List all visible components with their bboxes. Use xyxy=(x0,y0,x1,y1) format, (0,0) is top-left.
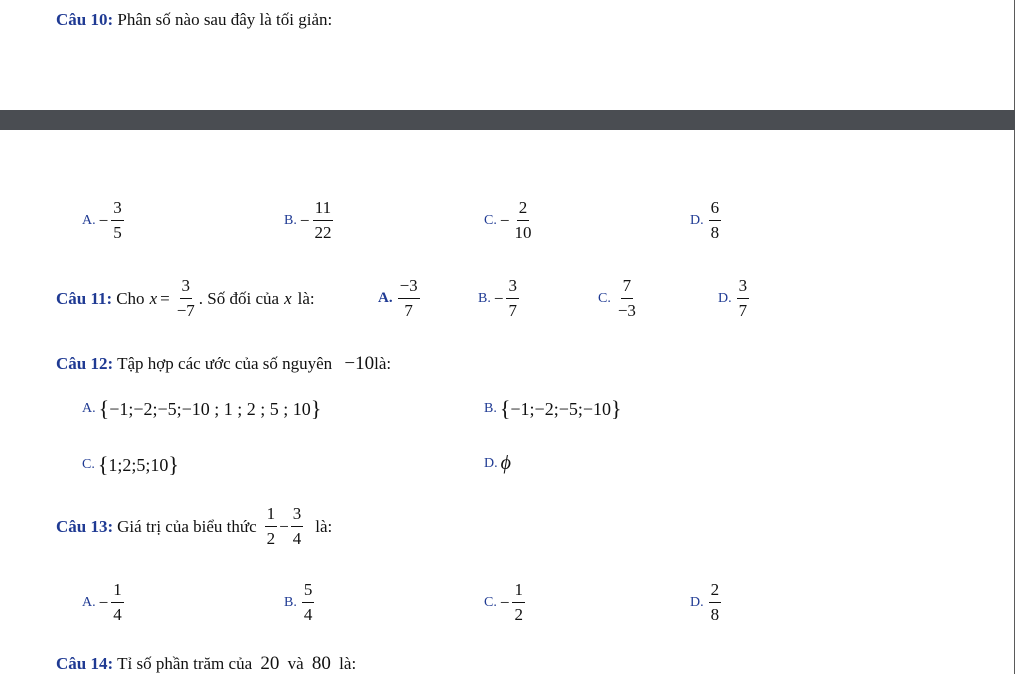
q12-option-b xyxy=(484,396,622,422)
numerator: 3 xyxy=(506,276,519,299)
numerator: 1 xyxy=(512,580,525,603)
q11-option-b xyxy=(478,276,521,321)
numerator: −3 xyxy=(398,276,420,299)
question-13-text: Giá trị của biểu thức xyxy=(117,516,257,536)
page-separator xyxy=(0,110,1024,130)
q12-option-d xyxy=(484,452,511,475)
option-letter: A. xyxy=(82,594,96,610)
numerator: 7 xyxy=(621,276,634,299)
question-12-text-end: là: xyxy=(374,354,392,373)
question-14-label: Câu 14: xyxy=(56,654,114,673)
numerator: 2 xyxy=(517,198,530,221)
numerator: 3 xyxy=(111,198,124,221)
fraction xyxy=(616,276,638,321)
q13-option-d xyxy=(690,580,723,625)
question-12-label: Câu 12: xyxy=(56,354,114,373)
variable-x: x xyxy=(284,288,292,308)
denominator: 7 xyxy=(738,301,748,320)
question-11-text-mid: . Số đối của xyxy=(198,288,280,308)
option-letter: D. xyxy=(718,290,732,306)
q12-option-c xyxy=(82,452,179,478)
set-close-brace: } xyxy=(168,452,179,477)
question-12-number: −10 xyxy=(344,353,375,374)
option-sign: − xyxy=(499,592,510,612)
question-10-text: Phân số nào sau đây là tối giản: xyxy=(117,10,333,29)
question-14-text: Tỉ số phần trăm của xyxy=(117,654,253,673)
option-letter: D. xyxy=(690,594,704,610)
option-letter: C. xyxy=(484,212,497,228)
fraction-2 xyxy=(291,504,304,549)
option-sign: − xyxy=(98,592,109,612)
denominator: 10 xyxy=(514,223,532,242)
equals-sign: = xyxy=(160,288,170,308)
fraction xyxy=(737,276,750,321)
question-11 xyxy=(56,276,315,321)
fraction xyxy=(512,198,533,243)
denominator: 2 xyxy=(514,605,523,624)
set-open-brace: { xyxy=(97,452,109,477)
q11-option-c xyxy=(598,276,640,321)
q10-option-a xyxy=(82,198,126,243)
number-1: 20 xyxy=(260,653,280,674)
fraction xyxy=(709,198,722,243)
conjunction: và xyxy=(287,654,304,673)
denominator: 4 xyxy=(292,529,302,548)
numerator: 2 xyxy=(709,580,722,603)
fraction xyxy=(512,580,525,625)
set-value xyxy=(99,396,322,422)
empty-set-symbol: ϕ xyxy=(500,452,511,474)
numerator: 11 xyxy=(313,198,333,221)
set-value xyxy=(98,452,179,478)
option-letter: B. xyxy=(284,594,297,610)
set-close-brace: } xyxy=(310,396,322,421)
option-sign: − xyxy=(299,210,310,230)
set-open-brace: { xyxy=(98,396,110,421)
denominator: −3 xyxy=(617,301,636,320)
fraction xyxy=(111,198,124,243)
fraction xyxy=(312,198,333,243)
denominator: 7 xyxy=(404,301,413,320)
denominator: 2 xyxy=(266,529,276,548)
option-letter: A. xyxy=(82,212,96,228)
question-10 xyxy=(56,10,332,30)
variable-x: x xyxy=(149,288,158,308)
option-letter: C. xyxy=(82,457,95,472)
q13-option-b xyxy=(284,580,316,625)
number-2: 80 xyxy=(311,653,331,674)
denominator: 8 xyxy=(710,605,720,624)
question-14 xyxy=(56,654,356,674)
fraction xyxy=(111,580,124,625)
option-letter: A. xyxy=(82,401,96,416)
denominator: 7 xyxy=(508,301,517,320)
option-sign: − xyxy=(493,288,504,308)
minus-operator: − xyxy=(279,516,289,536)
denominator: 5 xyxy=(113,223,122,242)
fraction-1 xyxy=(265,504,278,549)
document-page-2 xyxy=(0,130,1015,674)
option-letter: B. xyxy=(284,212,297,228)
question-11-text: Cho xyxy=(116,288,145,308)
option-sign: − xyxy=(499,210,510,230)
denominator: 4 xyxy=(113,605,122,624)
option-letter: D. xyxy=(690,212,704,228)
question-13-label: Câu 13: xyxy=(56,516,114,536)
set-close-brace: } xyxy=(611,396,622,421)
denominator: 8 xyxy=(710,223,720,242)
option-letter: B. xyxy=(484,401,497,416)
q11-option-a xyxy=(378,276,422,321)
option-letter: C. xyxy=(598,290,611,306)
numerator: 1 xyxy=(111,580,124,603)
fraction xyxy=(398,276,420,321)
question-11-label: Câu 11: xyxy=(56,288,113,308)
question-14-text-end: là: xyxy=(339,654,357,673)
numerator: 6 xyxy=(709,198,722,221)
option-letter: A. xyxy=(378,290,393,306)
set-elements: −1;−2;−5;−10 xyxy=(510,399,612,419)
question-13 xyxy=(56,504,332,549)
q10-option-d xyxy=(690,198,723,243)
q11-option-d xyxy=(718,276,751,321)
denominator: −7 xyxy=(176,301,195,320)
question-12 xyxy=(56,354,391,374)
denominator: 22 xyxy=(314,223,332,242)
set-elements: 1;2;5;10 xyxy=(108,455,169,475)
question-12-text: Tập hợp các ước của số nguyên xyxy=(117,354,333,373)
numerator: 3 xyxy=(737,276,750,299)
fraction xyxy=(709,580,722,625)
option-letter: C. xyxy=(484,594,497,610)
option-letter: B. xyxy=(478,290,491,306)
q13-option-c xyxy=(484,580,527,625)
question-10-label: Câu 10: xyxy=(56,10,114,29)
q10-option-c xyxy=(484,198,535,243)
set-elements: −1;−2;−5;−10 ; 1 ; 2 ; 5 ; 10 xyxy=(109,399,311,419)
q10-option-b xyxy=(284,198,335,243)
option-letter: D. xyxy=(484,455,498,471)
numerator: 3 xyxy=(180,276,193,299)
question-13-text-end: là: xyxy=(315,516,333,536)
question-11-text-end: là: xyxy=(297,288,315,308)
set-open-brace: { xyxy=(499,396,511,421)
fraction-x xyxy=(175,276,197,321)
option-sign: − xyxy=(98,210,109,230)
denominator: 4 xyxy=(303,605,313,624)
set-value xyxy=(500,396,622,422)
fraction xyxy=(506,276,519,321)
numerator: 3 xyxy=(291,504,304,527)
numerator: 1 xyxy=(265,504,278,527)
q12-option-a xyxy=(82,396,321,422)
document-page-1 xyxy=(0,0,1015,110)
q13-option-a xyxy=(82,580,126,625)
viewer-right-gutter xyxy=(1015,0,1024,674)
fraction xyxy=(302,580,315,625)
numerator: 5 xyxy=(302,580,315,603)
